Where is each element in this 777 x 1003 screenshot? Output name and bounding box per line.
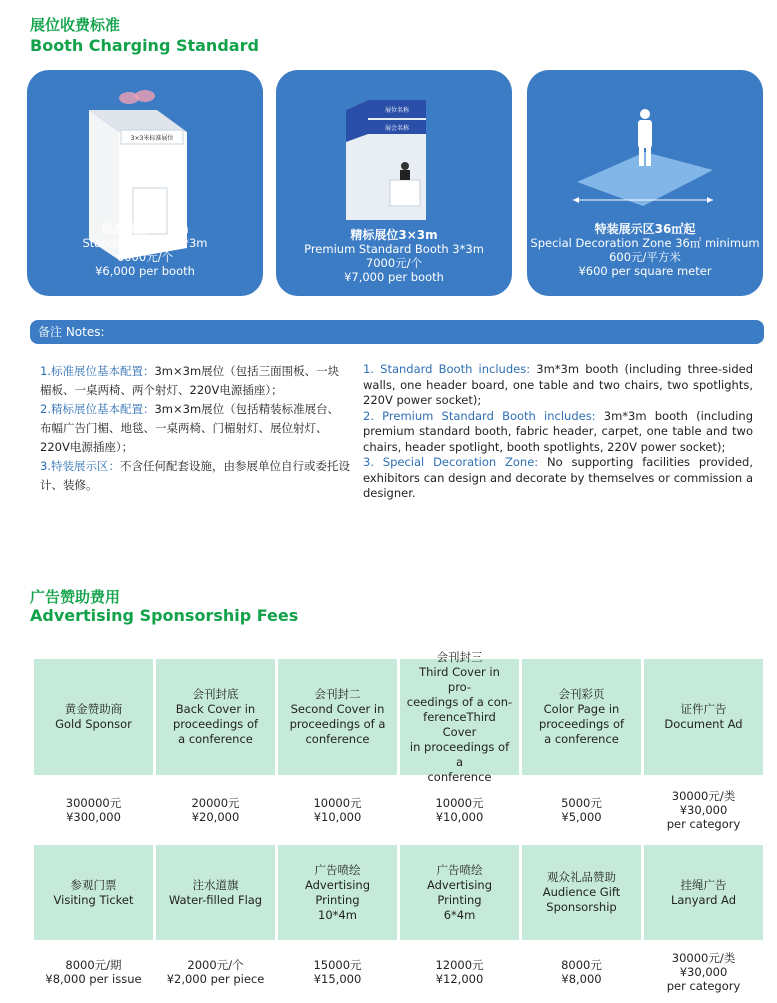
note-cn-body: 3m×3m展位（包括精装标准展台、布幅广告门楣、地毯、一桌两椅、门楣射灯、展位射灯、220V电源插座）； bbox=[40, 402, 340, 454]
note-en-head: 1. Standard Booth includes: bbox=[363, 362, 537, 376]
fee-item-cell: 证件广告 Document Ad bbox=[644, 659, 763, 775]
note-en-head: 3. Special Decoration Zone: bbox=[363, 455, 547, 469]
fee-item-cell: 会刊封底 Back Cover in proceedings of a conference bbox=[156, 659, 275, 775]
fee-item-cell: 参观门票 Visiting Ticket bbox=[34, 845, 153, 940]
ad-section-title-cn: 广告赞助费用 bbox=[30, 588, 121, 606]
fee-price-cell: 2000元/个 ¥2,000 per piece bbox=[166, 958, 265, 986]
fee-item-cell: 会刊封二 Second Cover in proceedings of a conference bbox=[278, 659, 397, 775]
notes-label: 备注 Notes: bbox=[38, 325, 105, 339]
special-zone-price-en: ¥600 per square meter bbox=[578, 264, 712, 278]
note-en-item bbox=[363, 409, 753, 456]
fee-price-cell: 10000元 ¥10,000 bbox=[435, 796, 484, 824]
fee-price-cell: 8000元/期 ¥8,000 per issue bbox=[45, 958, 142, 986]
note-cn-item bbox=[40, 457, 350, 495]
booth-section-title-en: Booth Charging Standard bbox=[30, 36, 259, 55]
standard-booth-name-cn: 标准展位3×3m bbox=[101, 222, 189, 236]
premium-booth-sign-bottom: 展会名称 bbox=[384, 125, 410, 132]
standard-booth-name-en: Standard Booth 3*3m bbox=[82, 236, 208, 250]
fee-price-cell: 15000元 ¥15,000 bbox=[313, 958, 362, 986]
note-en-head: 2. Premium Standard Booth includes: bbox=[363, 408, 604, 423]
notes-cn bbox=[40, 362, 350, 495]
note-cn-item bbox=[40, 400, 350, 457]
note-en-body: No supporting facilities provided, exhibitors can design and decorate by themselves or commission a designer. bbox=[363, 455, 753, 500]
standard-booth-card bbox=[27, 70, 263, 296]
fee-item-cell: 观众礼品赞助 Audience Gift Sponsorship bbox=[522, 845, 641, 940]
standard-booth-price-en: ¥6,000 per booth bbox=[95, 264, 195, 278]
fee-item-cell: 广告喷绘 Advertising Printing 6*4m bbox=[400, 845, 519, 940]
fee-price-cell: 300000元 ¥300,000 bbox=[65, 796, 122, 824]
fee-price-cell: 30000元/类 ¥30,000 per category bbox=[666, 789, 741, 831]
note-cn-head: 3.特装展示区： bbox=[40, 459, 120, 473]
note-en-item bbox=[363, 455, 753, 502]
fee-item-cell: 会刊封三 Third Cover in pro- ceedings of a con- ferenceThird Cover in proceedings of a conference bbox=[400, 659, 519, 775]
note-en-body: 3m*3m booth (including premium standard booth, fabric header, carpet, one table and two chairs, header spotlight, booth spotlights, 220V power socket); bbox=[363, 408, 753, 454]
premium-booth-price-en: ¥7,000 per booth bbox=[344, 270, 444, 284]
fee-item-cell: 挂绳广告 Lanyard Ad bbox=[644, 845, 763, 940]
fee-price-cell: 30000元/类 ¥30,000 per category bbox=[666, 951, 741, 993]
note-cn-item bbox=[40, 362, 350, 400]
special-zone-name-cn: 特装展示区36㎡起 bbox=[594, 222, 696, 236]
premium-booth-name-en: Premium Standard Booth 3*3m bbox=[304, 242, 484, 256]
note-cn-body: 3m×3m展位（包括三面围板、一块楣板、一桌两椅、两个射灯、220V电源插座）； bbox=[40, 364, 340, 397]
standard-booth-price-cn: 6000元/个 bbox=[116, 250, 174, 264]
fee-price-cell: 12000元 ¥12,000 bbox=[435, 958, 484, 986]
notes-bar bbox=[30, 320, 764, 344]
special-zone-name-en: Special Decoration Zone 36㎡ minimum bbox=[530, 236, 760, 250]
fee-item-cell: 会刊彩页 Color Page in proceedings of a conference bbox=[522, 659, 641, 775]
premium-booth-card bbox=[276, 70, 512, 296]
premium-booth-name-cn: 精标展位3×3m bbox=[350, 228, 438, 242]
fee-price-cell: 10000元 ¥10,000 bbox=[313, 796, 362, 824]
premium-booth-sign-top: 展位名称 bbox=[384, 107, 410, 114]
fee-item-cell: 注水道旗 Water-filled Flag bbox=[156, 845, 275, 940]
fee-price-cell: 8000元 ¥8,000 bbox=[561, 958, 602, 986]
notes-en bbox=[363, 362, 753, 502]
special-zone-price-cn: 600元/平方米 bbox=[609, 250, 681, 264]
fee-price-cell: 5000元 ¥5,000 bbox=[561, 796, 602, 824]
note-cn-body: 不含任何配套设施，由参展单位自行或委托设计、装修。 bbox=[40, 459, 350, 492]
fee-price-cell: 20000元 ¥20,000 bbox=[191, 796, 240, 824]
special-zone-card bbox=[527, 70, 763, 296]
standard-booth-sign: 3×3米标准展位 bbox=[130, 135, 174, 142]
ad-section-title-en: Advertising Sponsorship Fees bbox=[30, 606, 299, 625]
premium-booth-price-cn: 7000元/个 bbox=[365, 256, 423, 270]
note-cn-head: 2.精标展位基本配置： bbox=[40, 402, 155, 416]
note-en-item bbox=[363, 362, 753, 409]
note-cn-head: 1.标准展位基本配置： bbox=[40, 364, 155, 378]
fee-item-cell: 黄金赞助商 Gold Sponsor bbox=[34, 659, 153, 775]
fee-item-cell: 广告喷绘 Advertising Printing 10*4m bbox=[278, 845, 397, 940]
booth-section-title-cn: 展位收费标准 bbox=[30, 16, 121, 34]
note-en-body: 3m*3m booth (including three-sided walls, one header board, one table and two chairs, two spotlights, 220V power socket); bbox=[363, 362, 754, 407]
